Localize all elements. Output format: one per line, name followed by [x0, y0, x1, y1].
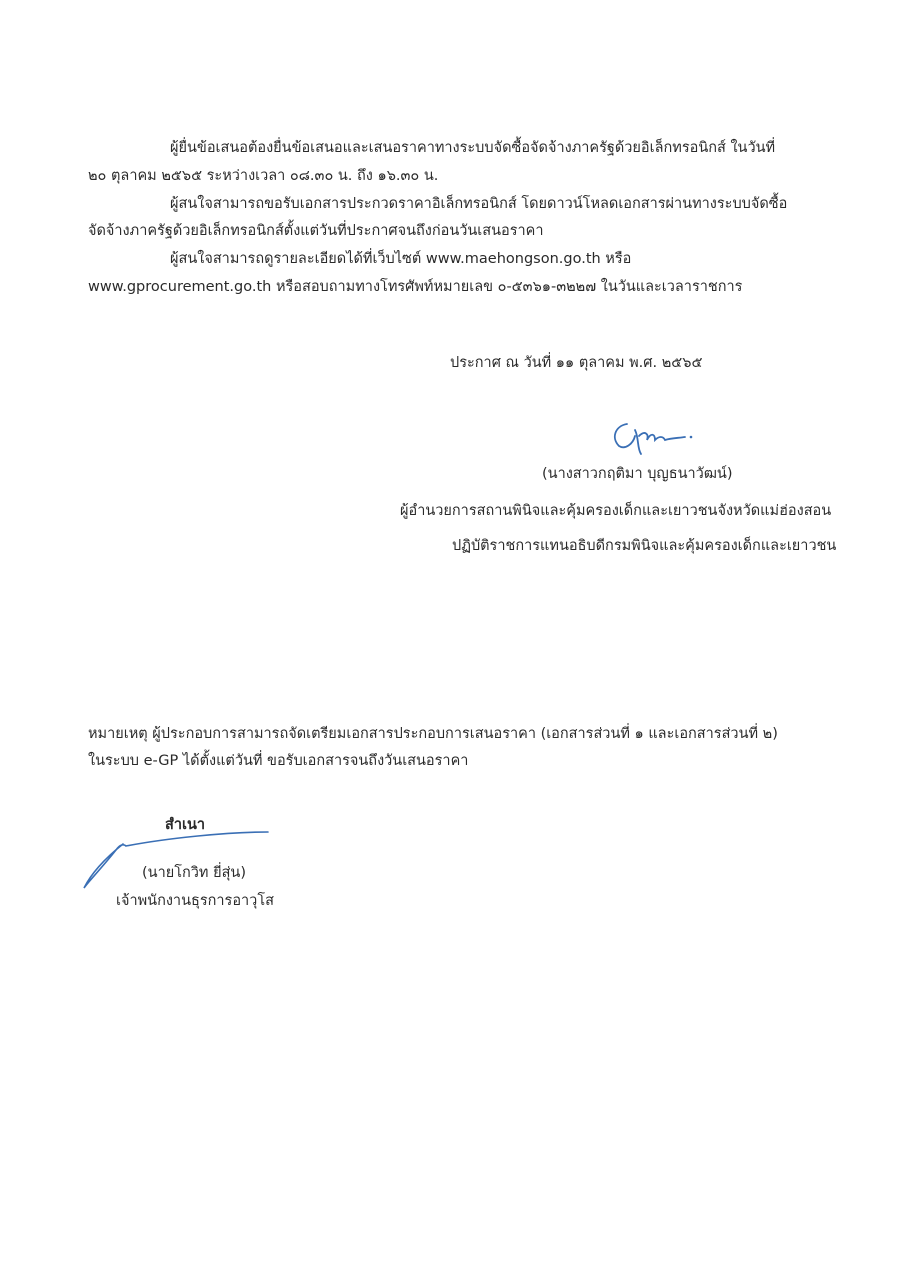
- note-line-1: หมายเหตุ ผู้ประกอบการสามารถจัดเตรียมเอกสารประกอบการเสนอราคา (เอกสารส่วนที่ ๑ และเอกสารส่วนที่ ๒): [88, 726, 778, 742]
- paragraph-3-line-1: ผู้สนใจสามารถดูรายละเอียดได้ที่เว็บไซต์ www.maehongson.go.th หรือ: [170, 251, 632, 267]
- director-signature-icon: [605, 418, 705, 458]
- paragraph-1-line-1: ผู้ยื่นข้อเสนอต้องยื่นข้อเสนอและเสนอราคาทางระบบจัดซื้อจัดจ้างภาครัฐด้วยอิเล็กทรอนิกส์ ในวันที่: [170, 140, 776, 156]
- copy-signature-icon: [78, 822, 278, 894]
- paragraph-3-line-2: www.gprocurement.go.th หรือสอบถามทางโทรศัพท์หมายเลข ๐-๕๓๖๑-๓๒๒๗ ในวันและเวลาราชการ: [88, 279, 743, 295]
- announcement-date: ประกาศ ณ วันที่ ๑๑ ตุลาคม พ.ศ. ๒๕๖๕: [450, 355, 703, 371]
- copy-position: เจ้าพนักงานธุรการอาวุโส: [116, 893, 274, 909]
- paragraph-2-line-2: จัดจ้างภาครัฐด้วยอิเล็กทรอนิกส์ตั้งแต่วันที่ประกาศจนถึงก่อนวันเสนอราคา: [88, 223, 544, 239]
- copy-heading: สำเนา: [165, 817, 206, 833]
- note-line-2: ในระบบ e-GP ได้ตั้งแต่วันที่ ขอรับเอกสารจนถึงวันเสนอราคา: [88, 753, 469, 769]
- paragraph-2-line-1: ผู้สนใจสามารถขอรับเอกสารประกวดราคาอิเล็กทรอนิกส์ โดยดาวน์โหลดเอกสารผ่านทางระบบจัดซื้อ: [170, 196, 788, 212]
- signatory-position-line-2: ปฏิบัติราชการแทนอธิบดีกรมพินิจและคุ้มครองเด็กและเยาวชน: [452, 538, 837, 554]
- signatory-position-line-1: ผู้อำนวยการสถานพินิจและคุ้มครองเด็กและเยาวชนจังหวัดแม่ฮ่องสอน: [400, 503, 832, 519]
- paragraph-1-line-2: ๒๐ ตุลาคม ๒๕๖๕ ระหว่างเวลา ๐๘.๓๐ น. ถึง ๑๖.๓๐ น.: [88, 168, 439, 184]
- copy-name: (นายโกวิท ยี่สุ่น): [142, 865, 246, 881]
- signatory-name: (นางสาวกฤติมา บุญธนาวัฒน์): [542, 466, 733, 482]
